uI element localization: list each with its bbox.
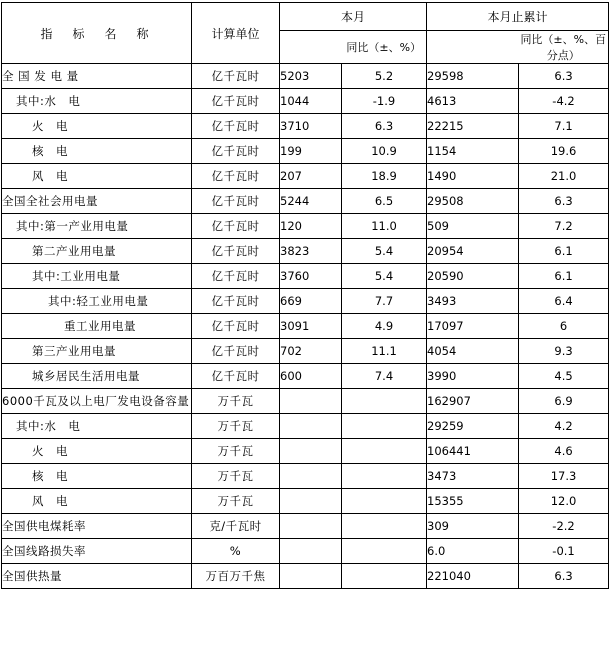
- row-ytd-yoy: 4.5: [519, 364, 609, 389]
- row-indicator-name: 全国供热量: [2, 564, 192, 589]
- row-month-value: [280, 514, 342, 539]
- row-month-value: 5244: [280, 189, 342, 214]
- row-month-yoy: 5.2: [342, 64, 427, 89]
- row-ytd-yoy: 6.3: [519, 64, 609, 89]
- row-ytd-value: 4054: [427, 339, 519, 364]
- row-indicator-name: 重工业用电量: [2, 314, 192, 339]
- row-indicator-name: 火 电: [2, 439, 192, 464]
- row-indicator-name: 全国供电煤耗率: [2, 514, 192, 539]
- row-ytd-yoy: 6.3: [519, 564, 609, 589]
- table-row: [2, 564, 609, 589]
- table-row: [2, 89, 609, 114]
- table-row: [2, 64, 609, 89]
- row-unit: 亿千瓦时: [192, 339, 280, 364]
- row-indicator-name: 6000千瓦及以上电厂发电设备容量: [2, 389, 192, 414]
- row-month-value: [280, 389, 342, 414]
- row-indicator-name: 其中:水 电: [2, 414, 192, 439]
- row-unit: %: [192, 539, 280, 564]
- row-ytd-value: 17097: [427, 314, 519, 339]
- row-unit: 亿千瓦时: [192, 114, 280, 139]
- row-month-yoy: [342, 564, 427, 589]
- column-header-ytd-yoy: 同比（±、%、百分点）: [519, 31, 609, 64]
- row-indicator-name: 风 电: [2, 164, 192, 189]
- row-ytd-yoy: -0.1: [519, 539, 609, 564]
- row-unit: 万千瓦: [192, 439, 280, 464]
- row-month-yoy: -1.9: [342, 89, 427, 114]
- row-unit: 亿千瓦时: [192, 89, 280, 114]
- row-indicator-name: 其中:水 电: [2, 89, 192, 114]
- row-ytd-value: 29508: [427, 189, 519, 214]
- row-month-value: 669: [280, 289, 342, 314]
- row-month-value: [280, 464, 342, 489]
- row-month-yoy: [342, 414, 427, 439]
- row-unit: 克/千瓦时: [192, 514, 280, 539]
- table-row: [2, 489, 609, 514]
- row-unit: 亿千瓦时: [192, 214, 280, 239]
- row-month-value: [280, 489, 342, 514]
- row-month-yoy: 11.1: [342, 339, 427, 364]
- row-month-yoy: [342, 389, 427, 414]
- table-row: [2, 164, 609, 189]
- row-month-value: 3710: [280, 114, 342, 139]
- row-unit: 亿千瓦时: [192, 364, 280, 389]
- column-header-indicator-name: 指 标 名 称: [2, 3, 192, 64]
- row-indicator-name: 第三产业用电量: [2, 339, 192, 364]
- row-month-value: 207: [280, 164, 342, 189]
- row-month-yoy: 6.3: [342, 114, 427, 139]
- row-indicator-name: 其中:工业用电量: [2, 264, 192, 289]
- row-month-value: 3760: [280, 264, 342, 289]
- row-ytd-yoy: 6.9: [519, 389, 609, 414]
- row-unit: 亿千瓦时: [192, 264, 280, 289]
- row-month-yoy: 7.4: [342, 364, 427, 389]
- row-month-yoy: [342, 439, 427, 464]
- column-header-ytd-value: [427, 31, 519, 64]
- row-ytd-yoy: 6.4: [519, 289, 609, 314]
- table-row: [2, 514, 609, 539]
- row-unit: 亿千瓦时: [192, 189, 280, 214]
- row-ytd-yoy: 12.0: [519, 489, 609, 514]
- row-month-value: 199: [280, 139, 342, 164]
- row-ytd-yoy: -4.2: [519, 89, 609, 114]
- column-header-ytd: 本月止累计: [427, 3, 609, 31]
- row-ytd-value: 509: [427, 214, 519, 239]
- row-ytd-value: 1490: [427, 164, 519, 189]
- power-statistics-table: [1, 2, 609, 589]
- row-month-value: [280, 414, 342, 439]
- row-ytd-value: 3473: [427, 464, 519, 489]
- row-ytd-value: 29598: [427, 64, 519, 89]
- column-header-month-value: [280, 31, 342, 64]
- row-month-value: 600: [280, 364, 342, 389]
- row-ytd-value: 309: [427, 514, 519, 539]
- row-indicator-name: 其中:第一产业用电量: [2, 214, 192, 239]
- row-ytd-value: 15355: [427, 489, 519, 514]
- table-row: [2, 214, 609, 239]
- row-month-value: 5203: [280, 64, 342, 89]
- row-unit: 亿千瓦时: [192, 139, 280, 164]
- table-row: [2, 264, 609, 289]
- row-ytd-yoy: -2.2: [519, 514, 609, 539]
- row-ytd-value: 6.0: [427, 539, 519, 564]
- row-ytd-yoy: 6.3: [519, 189, 609, 214]
- row-month-yoy: 5.4: [342, 239, 427, 264]
- row-ytd-yoy: 17.3: [519, 464, 609, 489]
- statistics-sheet: [0, 2, 610, 669]
- row-month-value: 1044: [280, 89, 342, 114]
- row-month-value: [280, 439, 342, 464]
- row-ytd-value: 221040: [427, 564, 519, 589]
- table-row: [2, 339, 609, 364]
- row-indicator-name: 城乡居民生活用电量: [2, 364, 192, 389]
- row-month-yoy: [342, 464, 427, 489]
- table-row: [2, 314, 609, 339]
- header-row-top: [2, 3, 609, 31]
- row-ytd-value: 3493: [427, 289, 519, 314]
- row-ytd-yoy: 6.1: [519, 239, 609, 264]
- row-unit: 亿千瓦时: [192, 164, 280, 189]
- row-indicator-name: 核 电: [2, 139, 192, 164]
- row-ytd-value: 4613: [427, 89, 519, 114]
- row-month-yoy: 7.7: [342, 289, 427, 314]
- row-ytd-yoy: 7.1: [519, 114, 609, 139]
- row-month-yoy: [342, 489, 427, 514]
- row-ytd-value: 29259: [427, 414, 519, 439]
- row-ytd-yoy: 4.6: [519, 439, 609, 464]
- row-month-value: 3091: [280, 314, 342, 339]
- row-indicator-name: 全国线路损失率: [2, 539, 192, 564]
- row-month-yoy: 6.5: [342, 189, 427, 214]
- row-month-yoy: 11.0: [342, 214, 427, 239]
- row-unit: 亿千瓦时: [192, 64, 280, 89]
- row-unit: 万千瓦: [192, 489, 280, 514]
- row-unit: 亿千瓦时: [192, 239, 280, 264]
- row-indicator-name: 全 国 发 电 量: [2, 64, 192, 89]
- row-ytd-yoy: 9.3: [519, 339, 609, 364]
- row-ytd-yoy: 19.6: [519, 139, 609, 164]
- row-unit: 万千瓦: [192, 389, 280, 414]
- row-ytd-value: 20590: [427, 264, 519, 289]
- row-ytd-yoy: 6: [519, 314, 609, 339]
- row-unit: 万百万千焦: [192, 564, 280, 589]
- row-month-value: [280, 539, 342, 564]
- table-body: [2, 64, 609, 589]
- row-unit: 万千瓦: [192, 414, 280, 439]
- row-unit: 亿千瓦时: [192, 289, 280, 314]
- row-month-yoy: 10.9: [342, 139, 427, 164]
- table-row: [2, 139, 609, 164]
- row-month-value: [280, 564, 342, 589]
- row-ytd-yoy: 21.0: [519, 164, 609, 189]
- column-header-month: 本月: [280, 3, 427, 31]
- table-row: [2, 189, 609, 214]
- row-indicator-name: 风 电: [2, 489, 192, 514]
- row-unit: 万千瓦: [192, 464, 280, 489]
- table-row: [2, 539, 609, 564]
- table-row: [2, 389, 609, 414]
- table-row: [2, 289, 609, 314]
- row-ytd-value: 20954: [427, 239, 519, 264]
- row-month-value: 702: [280, 339, 342, 364]
- row-ytd-value: 106441: [427, 439, 519, 464]
- table-header: [2, 3, 609, 64]
- row-indicator-name: 核 电: [2, 464, 192, 489]
- row-month-yoy: 18.9: [342, 164, 427, 189]
- row-month-value: 3823: [280, 239, 342, 264]
- row-ytd-yoy: 6.1: [519, 264, 609, 289]
- row-month-yoy: [342, 539, 427, 564]
- row-indicator-name: 第二产业用电量: [2, 239, 192, 264]
- row-ytd-value: 3990: [427, 364, 519, 389]
- table-row: [2, 439, 609, 464]
- row-indicator-name: 其中:轻工业用电量: [2, 289, 192, 314]
- row-indicator-name: 火 电: [2, 114, 192, 139]
- row-unit: 亿千瓦时: [192, 314, 280, 339]
- row-ytd-value: 1154: [427, 139, 519, 164]
- column-header-month-yoy: 同比（±、%）: [342, 31, 427, 64]
- row-ytd-value: 22215: [427, 114, 519, 139]
- table-row: [2, 464, 609, 489]
- row-ytd-yoy: 7.2: [519, 214, 609, 239]
- row-month-yoy: 4.9: [342, 314, 427, 339]
- row-ytd-yoy: 4.2: [519, 414, 609, 439]
- row-indicator-name: 全国全社会用电量: [2, 189, 192, 214]
- table-row: [2, 114, 609, 139]
- row-month-yoy: [342, 514, 427, 539]
- row-month-value: 120: [280, 214, 342, 239]
- table-row: [2, 414, 609, 439]
- table-row: [2, 239, 609, 264]
- row-month-yoy: 5.4: [342, 264, 427, 289]
- row-ytd-value: 162907: [427, 389, 519, 414]
- table-row: [2, 364, 609, 389]
- column-header-unit: 计算单位: [192, 3, 280, 64]
